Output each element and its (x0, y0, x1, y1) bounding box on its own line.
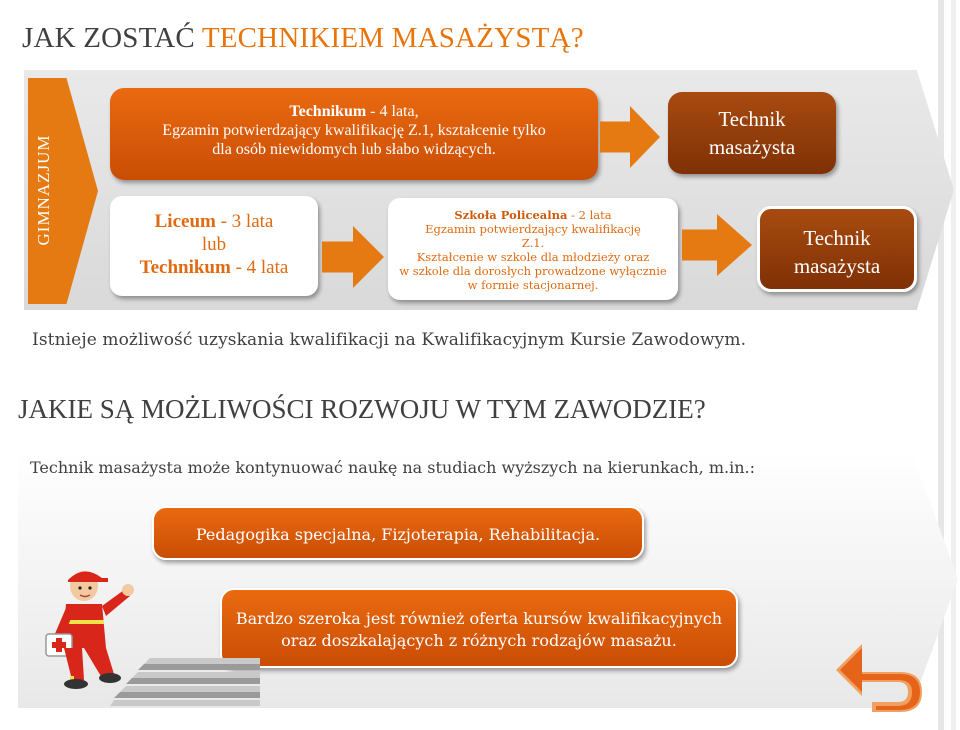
policealna-box (388, 198, 678, 300)
technik-masazysta-box (757, 206, 917, 292)
continue-text: Technik masażysta może kontynuować naukę na studiach wyższych na kierunkach, m.in.: (30, 458, 755, 477)
courses-line: Bardzo szeroka jest również oferta kursów kwalifikacyjnych (235, 609, 723, 628)
decor-stripe (951, 0, 956, 730)
technik-line: Technik (803, 226, 871, 250)
kkz-note: Istnieje możliwość uzyskania kwalifikacji na Kwalifikacyjnym Kursie Zawodowym. (32, 330, 747, 350)
courses-box (220, 588, 738, 668)
policealna-line: Egzamin potwierdzający kwalifikację (425, 222, 641, 236)
technikum-duration: - 4 lata, (366, 103, 419, 120)
technik-line: masażysta (793, 254, 881, 278)
policealna-line: w szkole dla dorosłych prowadzone wyłącznie (399, 264, 667, 278)
liceum-label: Liceum (154, 211, 216, 232)
liceum-duration: - 3 lata (215, 211, 274, 232)
technikum-exam: Egzamin potwierdzający kwalifikację Z.1, kształcenie tylko (162, 122, 546, 139)
policealna-line: w formie stacjonarnej. (467, 278, 599, 292)
policealna-label: Szkoła Policealna (454, 208, 568, 222)
section-title: JAKIE SĄ MOŻLIWOŚCI ROZWOJU W TYM ZAWODZIE? (18, 394, 706, 424)
liceum-technikum-box (110, 196, 318, 296)
technikum-label: Technikum (139, 257, 231, 278)
title-highlight: TECHNIKIEM MASAŻYSTĄ (201, 22, 571, 54)
or-label: lub (201, 234, 227, 255)
gimnazjum-label: GIMNAZJUM (34, 134, 53, 246)
technikum-label: Technikum (289, 103, 367, 120)
title-question-mark: ? (570, 22, 584, 54)
rescuer-illustration (44, 564, 144, 712)
title-part: JAK ZOSTAĆ (22, 22, 202, 54)
policealna-line: Kształcenie w szkole dla młodzieży oraz (416, 250, 650, 264)
technik-masazysta-box (668, 92, 836, 174)
page-title (22, 22, 584, 55)
technik-line: masażysta (708, 135, 796, 159)
policealna-duration: - 2 lata (567, 208, 612, 222)
technikum-box (110, 88, 598, 180)
policealna-line: Z.1. (521, 236, 545, 250)
technik-line: Technik (718, 107, 786, 131)
technikum-duration: - 4 lata (230, 257, 289, 278)
technikum-note: dla osób niewidomych lub słabo widzących. (212, 141, 496, 158)
courses-line: oraz doszkalających z różnych rodzajów masażu. (281, 631, 677, 650)
studies-box: Pedagogika specjalna, Fizjoterapia, Rehabilitacja. (152, 506, 644, 560)
return-arrow-icon[interactable] (832, 634, 928, 716)
